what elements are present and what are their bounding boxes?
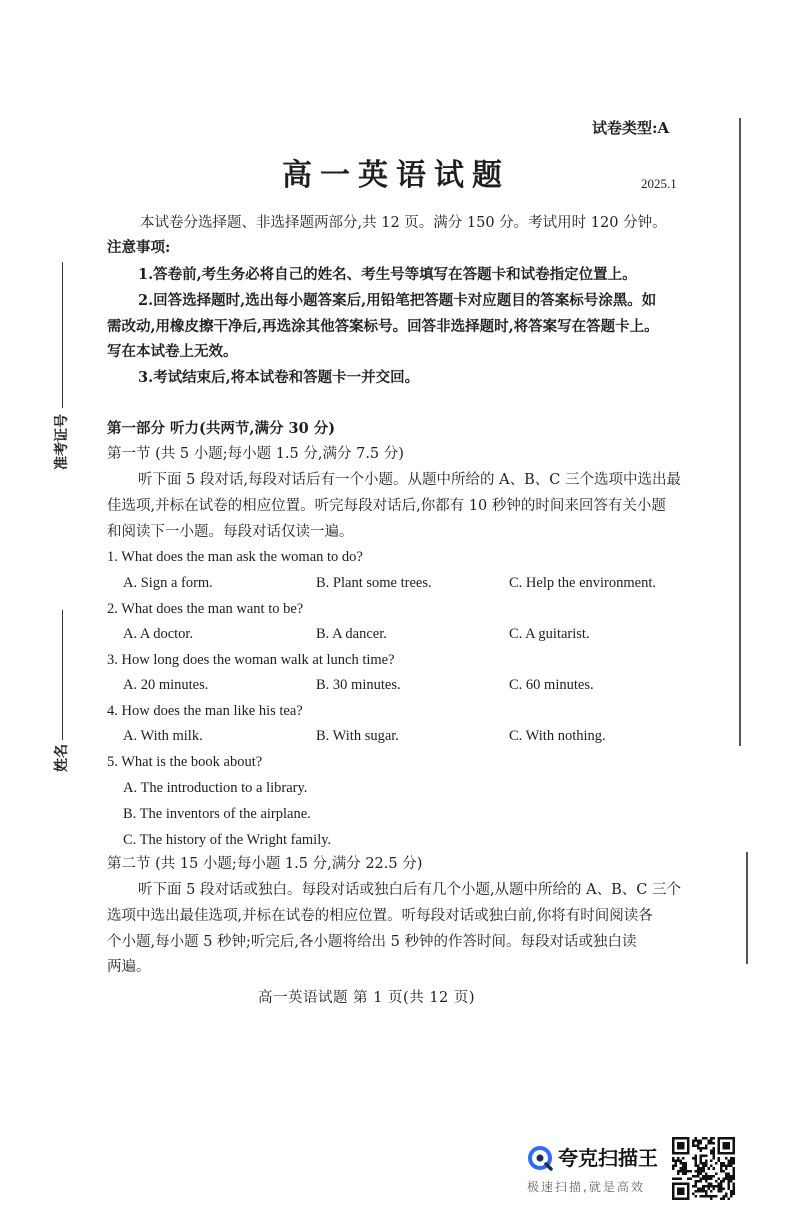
answer-option: A. With milk. <box>123 728 203 744</box>
answer-option: B. A dancer. <box>316 626 387 642</box>
section2-instruction: 两遍。 <box>107 959 151 975</box>
answer-option: A. The introduction to a library. <box>123 780 308 796</box>
answer-option: A. Sign a form. <box>123 575 213 591</box>
notice-line: 2.回答选择题时,选出每小题答案后,用铅笔把答题卡对应题目的答案标号涂黑。如 <box>138 292 657 309</box>
question-stem: 1. What does the man ask the woman to do? <box>107 549 363 565</box>
intro-text: 本试卷分选择题、非选择题两部分,共 12 页。满分 150 分。考试用时 120 分钟。 <box>140 215 667 231</box>
scanner-brand: 夸克扫描王 <box>558 1146 658 1170</box>
question-stem: 2. What does the man want to be? <box>107 601 304 617</box>
notice-line: 3.考试结束后,将本试卷和答题卡一并交回。 <box>138 369 420 386</box>
answer-option: B. With sugar. <box>316 728 399 744</box>
question-stem: 3. How long does the woman walk at lunch time? <box>107 652 395 668</box>
question-stem: 5. What is the book about? <box>107 754 263 770</box>
notice-line: 需改动,用橡皮擦干净后,再选涂其他答案标号。回答非选择题时,将答案写在答题卡上。 <box>107 318 659 335</box>
qr-code-image <box>672 1137 735 1200</box>
section2-instruction: 听下面 5 段对话或独白。每段对话或独白后有几个小题,从题中所给的 A、B、C 三个 <box>138 882 681 898</box>
answer-option: B. The inventors of the airplane. <box>123 806 311 822</box>
section2-instruction: 个小题,每小题 5 秒钟;听完后,各小题将给出 5 秒钟的作答时间。每段对话或独白读 <box>107 934 637 950</box>
section1-instruction: 佳选项,并标在试卷的相应位置。听完每段对话后,你都有 10 秒钟的时间来回答有关小题 <box>107 498 666 514</box>
scan-edge-line <box>746 852 748 964</box>
name-label: 姓名 <box>54 744 70 772</box>
answer-option: C. The history of the Wright family. <box>123 832 332 848</box>
notice-line: 写在本试卷上无效。 <box>107 343 238 360</box>
answer-option: B. Plant some trees. <box>316 575 432 591</box>
page-title: 高一英语试题 <box>282 158 510 193</box>
section2-instruction: 选项中选出最佳选项,并标在试卷的相应位置。听每段对话或独白前,你将有时间阅读各 <box>107 908 653 924</box>
exam-number-label: 准考证号 <box>54 414 70 470</box>
answer-option: A. 20 minutes. <box>123 677 209 693</box>
answer-option: C. With nothing. <box>509 728 606 744</box>
question-stem: 4. How does the man like his tea? <box>107 703 303 719</box>
notice-heading: 注意事项: <box>107 239 171 256</box>
answer-option: C. 60 minutes. <box>509 677 594 693</box>
scanner-slogan: 极速扫描,就是高效 <box>527 1180 645 1194</box>
quark-logo-icon <box>526 1144 554 1172</box>
section1-instruction: 听下面 5 段对话,每段对话后有一个小题。从题中所给的 A、B、C 三个选项中选出最 <box>138 472 681 488</box>
answer-option: B. 30 minutes. <box>316 677 401 693</box>
name-write-line <box>62 610 63 740</box>
exam-date: 2025.1 <box>641 176 677 191</box>
exam-number-write-line <box>62 262 63 408</box>
section1-heading: 第一节 (共 5 小题;每小题 1.5 分,满分 7.5 分) <box>107 446 404 462</box>
notice-line: 1.答卷前,考生务必将自己的姓名、考生号等填写在答题卡和试卷指定位置上。 <box>138 266 637 283</box>
page-footer: 高一英语试题 第 1 页(共 12 页) <box>258 990 476 1006</box>
scan-edge-line <box>739 118 741 746</box>
part1-heading: 第一部分 听力(共两节,满分 30 分) <box>107 420 336 437</box>
answer-option: A. A doctor. <box>123 626 194 642</box>
section2-heading: 第二节 (共 15 小题;每小题 1.5 分,满分 22.5 分) <box>107 856 423 872</box>
answer-option: C. Help the environment. <box>509 575 656 591</box>
section1-instruction: 和阅读下一小题。每段对话仅读一遍。 <box>107 524 354 540</box>
paper-type-label: 试卷类型:A <box>592 119 670 137</box>
answer-option: C. A guitarist. <box>509 626 590 642</box>
